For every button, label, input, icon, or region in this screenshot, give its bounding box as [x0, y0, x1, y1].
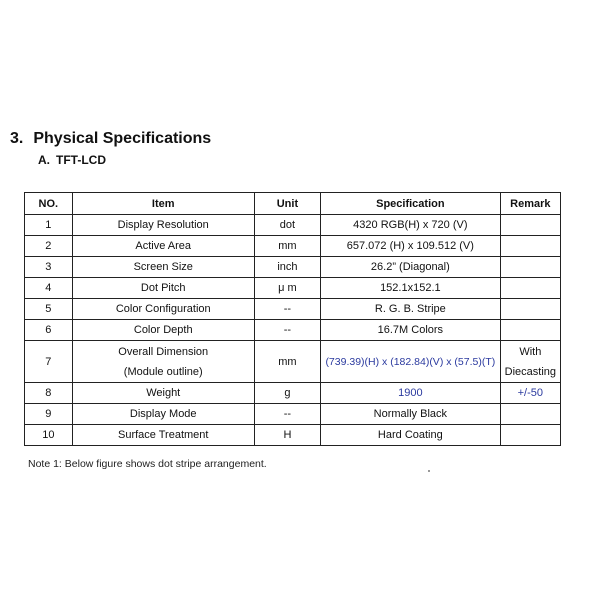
cell-spec: Hard Coating — [321, 425, 501, 446]
cell-spec: 657.072 (H) x 109.512 (V) — [321, 236, 501, 257]
cell-remark — [500, 236, 560, 257]
cell-unit: mm — [254, 236, 320, 257]
cell-spec: 4320 RGB(H) x 720 (V) — [321, 215, 501, 236]
cell-remark — [500, 278, 560, 299]
cell-no: 3 — [25, 257, 73, 278]
footnote: Note 1: Below figure shows dot stripe arrangement. — [28, 458, 267, 470]
cell-no: 8 — [25, 383, 73, 404]
cell-no: 7 — [25, 341, 73, 383]
header-unit: Unit — [254, 193, 320, 215]
cell-spec: 16.7M Colors — [321, 320, 501, 341]
cell-item: Display Resolution — [72, 215, 254, 236]
table-row — [25, 425, 561, 446]
cell-item: Display Mode — [72, 404, 254, 425]
table-row — [25, 257, 561, 278]
cell-spec: Normally Black — [321, 404, 501, 425]
section-number: 3. — [10, 130, 24, 147]
cell-item: Color Configuration — [72, 299, 254, 320]
cell-unit: g — [254, 383, 320, 404]
cell-no: 2 — [25, 236, 73, 257]
cell-item: Color Depth — [72, 320, 254, 341]
cell-unit: inch — [254, 257, 320, 278]
subsection-title — [38, 153, 106, 167]
header-remark: Remark — [500, 193, 560, 215]
table-row — [25, 383, 561, 404]
subsection-number: A. — [38, 153, 50, 167]
cell-unit: H — [254, 425, 320, 446]
stray-dot — [428, 470, 430, 472]
cell-spec: 1900 — [321, 383, 501, 404]
table-row — [25, 341, 561, 383]
table-row — [25, 299, 561, 320]
cell-no: 9 — [25, 404, 73, 425]
cell-unit: -- — [254, 299, 320, 320]
section-title — [10, 130, 211, 148]
cell-no: 6 — [25, 320, 73, 341]
cell-no: 4 — [25, 278, 73, 299]
table-row — [25, 236, 561, 257]
cell-remark — [500, 341, 560, 383]
cell-item: Surface Treatment — [72, 425, 254, 446]
cell-unit: -- — [254, 320, 320, 341]
table-row — [25, 320, 561, 341]
cell-remark-line: Diecasting — [504, 365, 556, 378]
cell-spec: 26.2” (Diagonal) — [321, 257, 501, 278]
cell-remark-line: With — [519, 345, 542, 358]
cell-unit: mm — [254, 341, 320, 383]
cell-item: Active Area — [72, 236, 254, 257]
section-title-text: Physical Specifications — [33, 130, 212, 147]
table-row — [25, 215, 561, 236]
cell-no: 5 — [25, 299, 73, 320]
cell-item: Weight — [72, 383, 254, 404]
cell-spec: R. G. B. Stripe — [321, 299, 501, 320]
cell-unit: dot — [254, 215, 320, 236]
header-specification: Specification — [321, 193, 501, 215]
cell-no: 10 — [25, 425, 73, 446]
spec-table — [24, 192, 561, 446]
cell-remark: +/-50 — [500, 383, 560, 404]
cell-item-line: (Module outline) — [123, 365, 203, 378]
cell-remark — [500, 299, 560, 320]
cell-remark — [500, 257, 560, 278]
cell-item: Screen Size — [72, 257, 254, 278]
table-header-row — [25, 193, 561, 215]
cell-remark — [500, 215, 560, 236]
cell-remark — [500, 404, 560, 425]
cell-unit: -- — [254, 404, 320, 425]
cell-item: Dot Pitch — [72, 278, 254, 299]
cell-spec: (739.39)(H) x (182.84)(V) x (57.5)(T) — [321, 341, 501, 383]
cell-item — [72, 341, 254, 383]
cell-remark — [500, 320, 560, 341]
table-row — [25, 404, 561, 425]
cell-remark — [500, 425, 560, 446]
header-no: NO. — [25, 193, 73, 215]
subsection-title-text: TFT-LCD — [56, 153, 106, 167]
table-row — [25, 278, 561, 299]
cell-no: 1 — [25, 215, 73, 236]
cell-spec: 152.1x152.1 — [321, 278, 501, 299]
cell-unit: μ m — [254, 278, 320, 299]
header-item: Item — [72, 193, 254, 215]
cell-item-line: Overall Dimension — [118, 345, 209, 358]
